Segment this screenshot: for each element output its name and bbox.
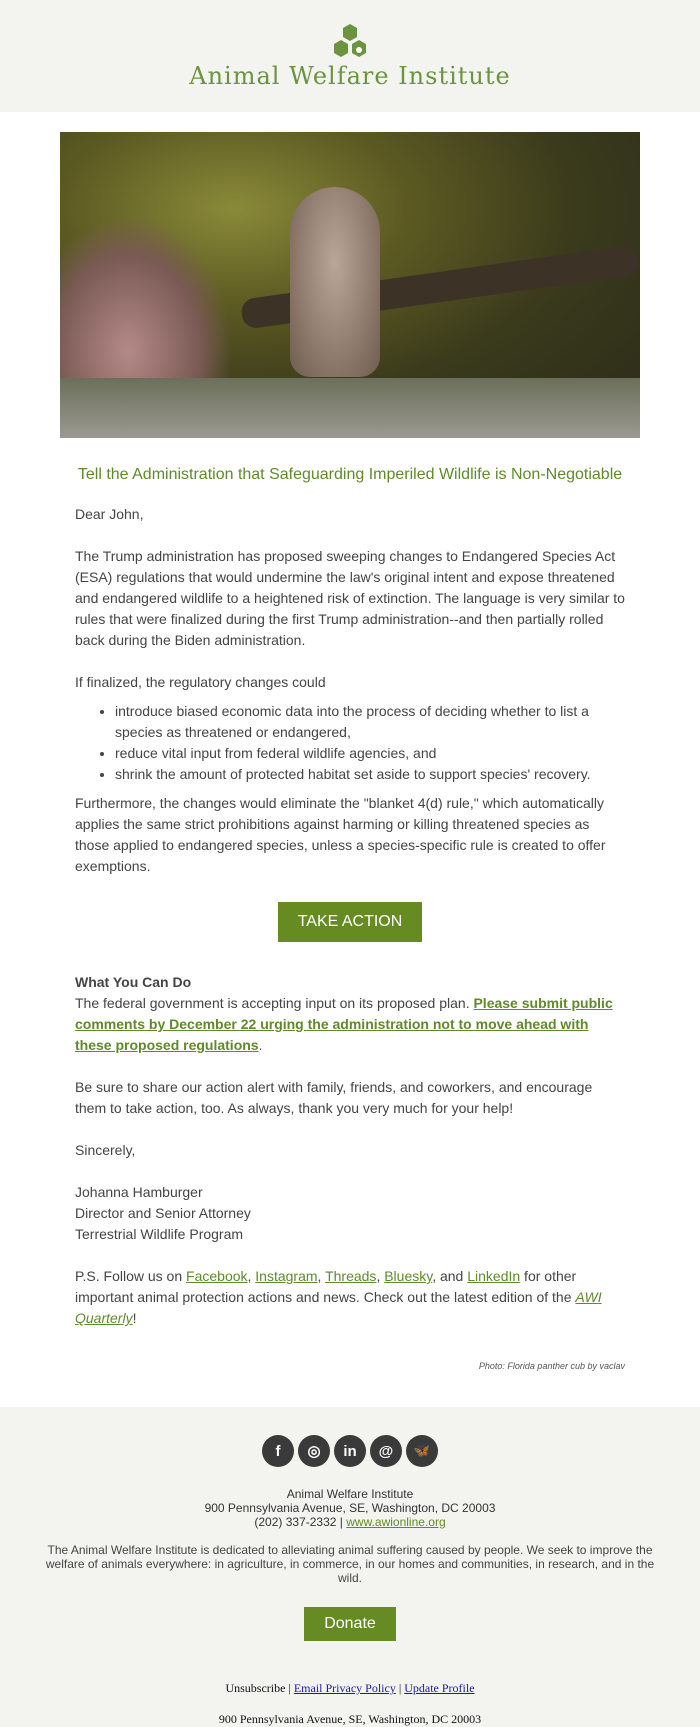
instagram-link[interactable]: Instagram <box>255 1268 318 1284</box>
ps-text: P.S. Follow us on Facebook, Instagram, Threads, Bluesky, and LinkedIn for other important animal protection actions and news. Check out the latest edition of the AWI Quarterly! <box>75 1268 602 1326</box>
list-item: • reduce vital input from federal wildlife agencies, and <box>115 743 625 764</box>
signer-name: Johanna Hamburger <box>75 1184 203 1200</box>
website-link[interactable]: www.awionline.org <box>346 1515 446 1529</box>
threads-link[interactable]: Threads <box>325 1268 377 1284</box>
facebook-link[interactable]: Facebook <box>186 1268 248 1284</box>
what-heading: What You Can Do <box>75 974 192 990</box>
footer-org: Animal Welfare Institute <box>286 1487 414 1501</box>
list-item: • introduce biased economic data into the process of deciding whether to list a species as threatened or endangered, <box>115 701 625 743</box>
separator: | <box>285 1681 294 1695</box>
headline: Tell the Administration that Safeguarding Imperiled Wildlife is Non-Negotiable <box>77 466 623 483</box>
footer <box>0 1407 700 1727</box>
paragraph-intro: The Trump administration has proposed sweeping changes to Endangered Species Act (ESA) regulations that would undermine the law's original intent and expose threatened and endangered wildlife to a heightened risk of extinction. The language is very similar to rules that were finalized during the first Trump administration--and then partially rolled back during the Biden administration. <box>75 548 625 648</box>
share-text: Be sure to share our action alert with family, friends, and coworkers, and encourage them to take action, too. As always, thank you very much for your help! <box>75 1079 593 1116</box>
social-icons <box>0 1435 700 1467</box>
org-name: Animal Welfare Institute <box>189 62 511 90</box>
ps-and: , and <box>432 1268 468 1284</box>
take-action-button[interactable]: TAKE ACTION <box>278 902 423 942</box>
ps-prefix: P.S. Follow us on <box>75 1268 187 1284</box>
separator: | <box>395 1681 405 1695</box>
bluesky-icon[interactable]: 🦋 <box>406 1435 438 1467</box>
ps-end: ! <box>132 1310 137 1326</box>
header <box>0 0 700 112</box>
list-item: • shrink the amount of protected habitat set aside to support species' recovery. <box>115 764 625 785</box>
instagram-icon[interactable]: ◎ <box>298 1435 330 1467</box>
paragraph-changes: If finalized, the regulatory changes could <box>75 674 326 690</box>
greeting: Dear John, <box>75 506 144 522</box>
footer-phone: (202) 337-2332 <box>254 1515 337 1529</box>
signer-program: Terrestrial Wildlife Program <box>75 1226 244 1242</box>
bluesky-link[interactable]: Bluesky <box>384 1268 433 1284</box>
update-profile-link[interactable]: Update Profile <box>404 1681 475 1695</box>
footer-address: 900 Pennsylvania Avenue, SE, Washington, DC 20003 <box>204 1501 496 1515</box>
changes-list <box>115 701 625 785</box>
hero-image <box>60 132 640 438</box>
linkedin-link[interactable]: LinkedIn <box>467 1268 521 1284</box>
separator: | <box>336 1515 347 1529</box>
privacy-policy-link[interactable]: Email Privacy Policy <box>293 1681 396 1695</box>
facebook-icon[interactable]: f <box>262 1435 294 1467</box>
signer-title: Director and Senior Attorney <box>75 1205 251 1221</box>
threads-icon[interactable]: @ <box>370 1435 402 1467</box>
unsubscribe-link[interactable]: Unsubscribe <box>225 1681 286 1695</box>
donate-button[interactable]: Donate <box>304 1607 396 1641</box>
submit-comments-link[interactable]: Please submit public comments by December 22 urging the administration not to move ahead with these proposed regulations <box>75 995 613 1053</box>
closing: Sincerely, <box>75 1142 136 1158</box>
photo-credit: Photo: Florida panther cub by vaclav <box>478 1361 625 1371</box>
punct: . <box>258 1037 263 1053</box>
what-text: The federal government is accepting input on its proposed plan. <box>75 995 474 1011</box>
paragraph-4d-rule: Furthermore, the changes would eliminate the "blanket 4(d) rule," which automatically applies the same strict prohibitions against harming or killing threatened species as those applied to endangered species, unless a species-specific rule is created to offer exemptions. <box>75 795 606 874</box>
footer-address-legal: 900 Pennsylvania Avenue, SE, Washington, DC 20003 <box>218 1712 482 1726</box>
awi-logo-icon <box>331 22 369 60</box>
ps-mid: for other important animal protection actions and news. Check out the latest edition of the <box>75 1268 577 1305</box>
awi-quarterly-link[interactable]: AWI Quarterly <box>75 1289 602 1326</box>
mission-statement: The Animal Welfare Institute is dedicated to alleviating animal suffering caused by people. We seek to improve the welfare of animals everywhere: in agriculture, in commerce, in our homes and communities, in research, and in the wild. <box>45 1543 655 1585</box>
linkedin-icon[interactable]: in <box>334 1435 366 1467</box>
